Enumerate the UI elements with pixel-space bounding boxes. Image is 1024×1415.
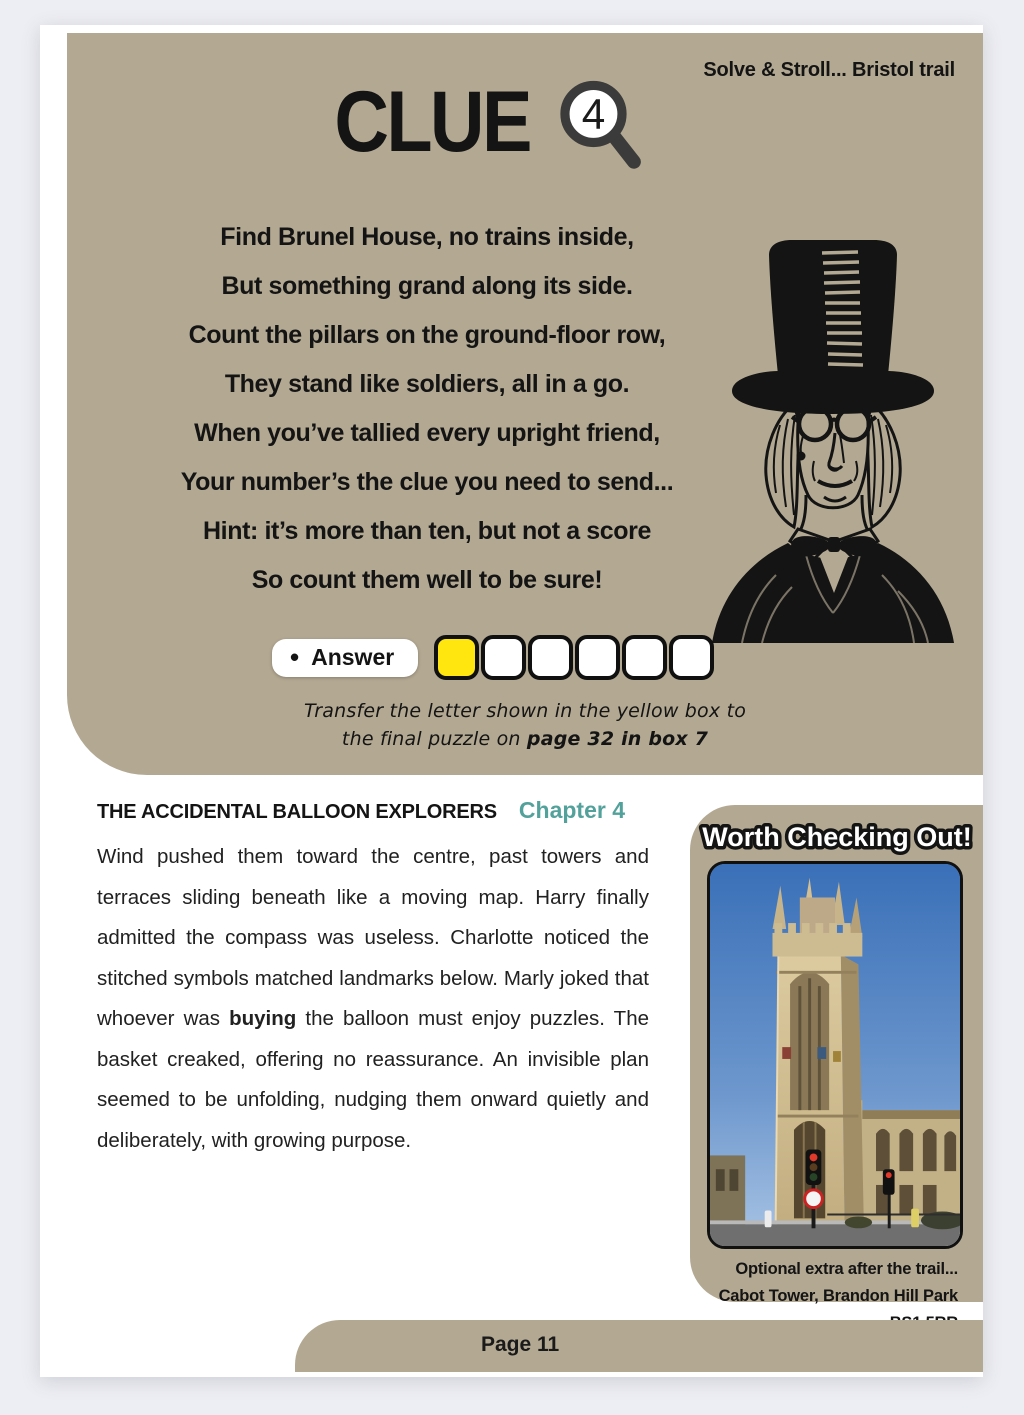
clue-card [67, 33, 983, 775]
answer-box[interactable] [622, 635, 667, 680]
page [40, 25, 983, 1377]
poem-line: But something grand along its side. [221, 272, 633, 300]
answer-boxes [434, 635, 714, 680]
poem-line: Hint: it’s more than ten, but not a score [203, 517, 651, 545]
answer-box[interactable] [669, 635, 714, 680]
worth-checking-out-card [690, 805, 983, 1305]
story-bold-word: buying [229, 1007, 297, 1030]
caption-line: Optional extra after the trail... [735, 1260, 958, 1278]
answer-box[interactable] [481, 635, 526, 680]
page-number: Page 11 [481, 1333, 560, 1356]
answer-row [272, 635, 714, 680]
tower-photo [707, 861, 963, 1249]
clue-header [25, 67, 941, 177]
sidebar-title: Worth Checking Out! [701, 822, 972, 852]
transfer-note-line1: Transfer the letter shown in the yellow box to [303, 700, 747, 722]
poem-line: Your number’s the clue you need to send... [180, 468, 674, 496]
sidebar-title-graphic [697, 815, 977, 859]
answer-box[interactable] [434, 635, 479, 680]
clue-number: 4 [581, 90, 606, 138]
answer-label: Answer [311, 643, 395, 670]
bullet-icon: • [290, 642, 300, 672]
clue-title: CLUE [334, 74, 530, 170]
caption-line: Cabot Tower, Brandon Hill Park [718, 1287, 958, 1305]
answer-label-pill [272, 639, 418, 677]
answer-box[interactable] [528, 635, 573, 680]
chapter-badge: Chapter 4 [518, 797, 626, 823]
answer-box[interactable] [575, 635, 620, 680]
poem-line: They stand like soldiers, all in a go. [224, 370, 630, 398]
transfer-note-target: page 32 in box 7 [526, 728, 709, 750]
story-section [97, 797, 649, 1161]
magnifier-icon [553, 75, 645, 175]
brunel-portrait-illustration [701, 223, 963, 643]
story-paragraph: Wind pushed them toward the centre, past towers and terraces sliding beneath like a moving map. Harry finally admitted the compass was useless. Charlotte noticed the stitched symbols matched landmarks below. Marly joked that whoever was buying the balloon must enjoy puzzles. The basket creaked, offering no reassurance. An invisible plan seemed to be unfolding, nudging them onward quietly and deliberately, with growing purpose. [97, 845, 649, 1152]
transfer-note [67, 697, 983, 753]
poem-line: Count the pillars on the ground-floor row, [188, 321, 666, 349]
poem-line: When you’ve tallied every upright friend, [194, 419, 660, 447]
story-heading: THE ACCIDENTAL BALLOON EXPLORERS [97, 801, 497, 823]
footer-bar [295, 1320, 983, 1372]
clue-poem [147, 213, 707, 605]
transfer-note-line2: the final puzzle on page 32 in box 7 [341, 728, 709, 750]
poem-line: So count them well to be sure! [251, 566, 603, 594]
brand-text: Solve & Stroll... Bristol trail [703, 59, 955, 81]
poem-line: Find Brunel House, no trains inside, [220, 223, 634, 251]
